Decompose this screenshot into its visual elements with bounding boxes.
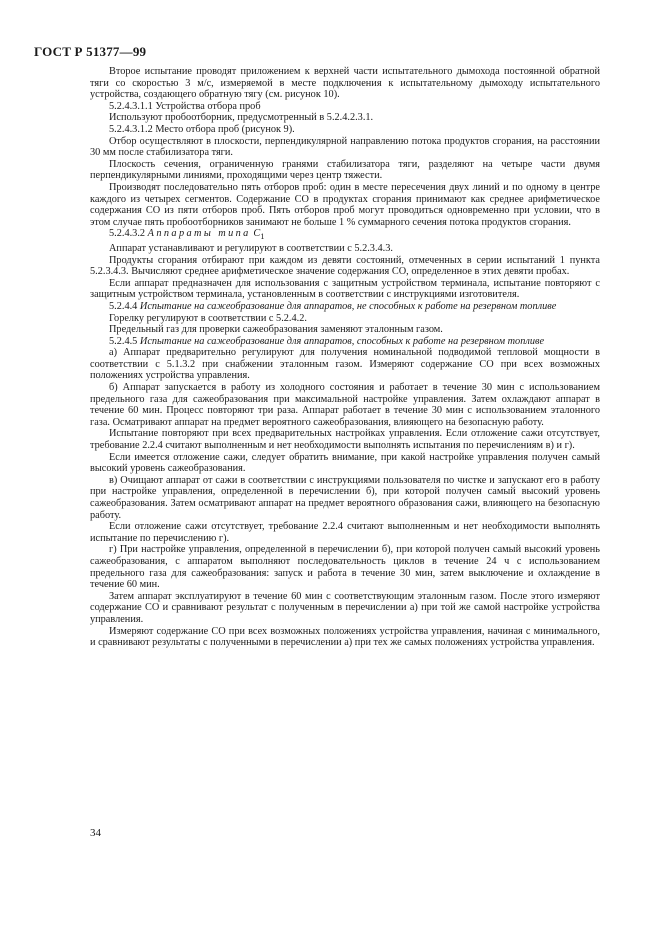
clause-heading	[90, 228, 600, 243]
clause-title: Аппараты типа	[147, 228, 251, 240]
paragraph: Если имеется отложение сажи, следует обратить внимание, при какой настройке управления получен самый высокий уровень сажеобразования.	[90, 451, 600, 475]
clause-number: 5.2.4.5	[109, 335, 138, 347]
list-item: в) Очищают аппарат от сажи в соответствии с инструкциями пользователя по чистке и запускают его в работу при настройке управления, определенной в перечислении б), при которой получен самый высокий уровень сажеобразования. Затем осматривают аппарат на предмет вероятного образования сажи, влияющего на безопасную работу.	[90, 474, 600, 521]
clause-heading: 5.2.4.3.1.2 Место отбора проб (рисунок 9).	[109, 123, 295, 135]
document-header: ГОСТ Р 51377—99	[34, 44, 147, 59]
page-number: 34	[90, 827, 101, 839]
paragraph: Отбор осуществляют в плоскости, перпендикулярной направлению потока продуктов сгорания, на расстоянии 30 мм после стабилизатора тяги.	[90, 135, 600, 159]
paragraph: Если отложение сажи отсутствует, требование 2.2.4 считают выполненным и нет необходимости выполнять испытание по перечислению г).	[90, 521, 600, 544]
clause-heading	[90, 301, 600, 313]
document-body	[90, 66, 600, 649]
clause-heading	[90, 336, 600, 348]
paragraph: Испытание повторяют при всех предварительных настройках управления. Если отложение сажи отсутствует, требование 2.2.4 считают выполненным и нет необходимости выполнять испытания по перечислениям в) и г).	[90, 428, 600, 452]
paragraph: Предельный газ для проверки сажеобразования заменяют эталонным газом.	[109, 324, 443, 336]
paragraph: Горелку регулируют в соответствии с 5.2.4.2.	[109, 312, 307, 324]
clause-symbol-subscript: 1	[260, 231, 265, 242]
list-item: г) При настройке управления, определенной в перечислении б), при которой получен самый высокий уровень сажеобразования, с аппаратом выполняют последовательность циклов в течение 24 ч с использованием предельного газа для сажеобразования: запуск и работа в течение 30 мин, затем выключение и охлаждение в течение 60 мин.	[90, 544, 600, 591]
list-item: б) Аппарат запускается в работу из холодного состояния и работает в течение 30 мин с использованием предельного газа для сажеобразования при максимальной настройке управления. Затем охлаждают аппарат в течение 60 мин. Процесс повторяют три раза. Аппарат работает в течение 30 мин с использованием эталонного газа. Осматривают аппарат на предмет вероятного сажеобразования, влияющего на безопасную работу.	[90, 382, 600, 428]
paragraph: Если аппарат предназначен для использования с защитным устройством терминала, испытание повторяют с защитным устройством терминала, установленным в соответствии с инструкциями изготовителя.	[90, 277, 600, 301]
list-item: а) Аппарат предварительно регулируют для получения номинальной подводимой тепловой мощности в соответствии с 5.1.3.2 при снабжении эталонным газом. Измеряют содержание СО при всех возможных положениях устройства управления.	[90, 347, 600, 382]
paragraph: Используют пробоотборник, предусмотренный в 5.2.4.2.3.1.	[109, 112, 374, 124]
paragraph: Продукты сгорания отбирают при каждом из девяти состояний, отмеченных в серии испытаний 1 пункта 5.2.3.4.3. Вычисляют среднее арифметическое значение содержания СО, определенное в этих девяти пробах.	[90, 254, 600, 278]
paragraph: Аппарат устанавливают и регулируют в соответствии с 5.2.3.4.3.	[109, 242, 393, 254]
clause-symbol: C	[253, 228, 261, 240]
paragraph: Второе испытание проводят приложением к верхней части испытательного дымохода постоянной обратной тяги со скоростью 3 м/с, измеряемой в месте подключения к испытательному дымоходу испытательного устройства, создающего обратную тягу (см. рисунок 10).	[90, 66, 600, 101]
clause-number: 5.2.4.4	[109, 300, 138, 312]
paragraph: Затем аппарат эксплуатируют в течение 60 мин с соответствующим эталонным газом. После этого измеряют содержание СО и сравнивают результат с полученным в перечислении а) при той же самой настройке устройства управления.	[90, 590, 600, 625]
clause-heading: 5.2.4.3.1.1 Устройства отбора проб	[109, 100, 261, 112]
paragraph: Измеряют содержание СО при всех возможных положениях устройства управления, начиная с минимального, и сравнивают результаты с полученными в перечислении а) при тех же самых положениях устройства управления.	[90, 625, 600, 649]
clause-title: Испытание на сажеобразование для аппаратов, не способных к работе на резервном топливе	[139, 300, 557, 312]
paragraph: Плоскость сечения, ограниченную гранями стабилизатора тяги, разделяют на четыре части двумя перпендикулярными линиями, проходящими через центр тяжести.	[90, 158, 600, 182]
clause-number: 5.2.4.3.2	[109, 228, 146, 240]
clause-title: Испытание на сажеобразование для аппаратов, способных к работе на резервном топливе	[139, 335, 545, 347]
paragraph: Производят последовательно пять отборов проб: один в месте пересечения двух линий и по одному в центре каждого из четырех сегментов. Содержание СО в продуктах сгорания принимают как среднее арифметическое содержания СО из пяти отборов проб. Пять отборов проб могут проводиться одновременно при условии, что в этом случае пять пробоотборников занимают не больше 1 % суммарного сечения потока продуктов сгорания.	[90, 181, 600, 228]
